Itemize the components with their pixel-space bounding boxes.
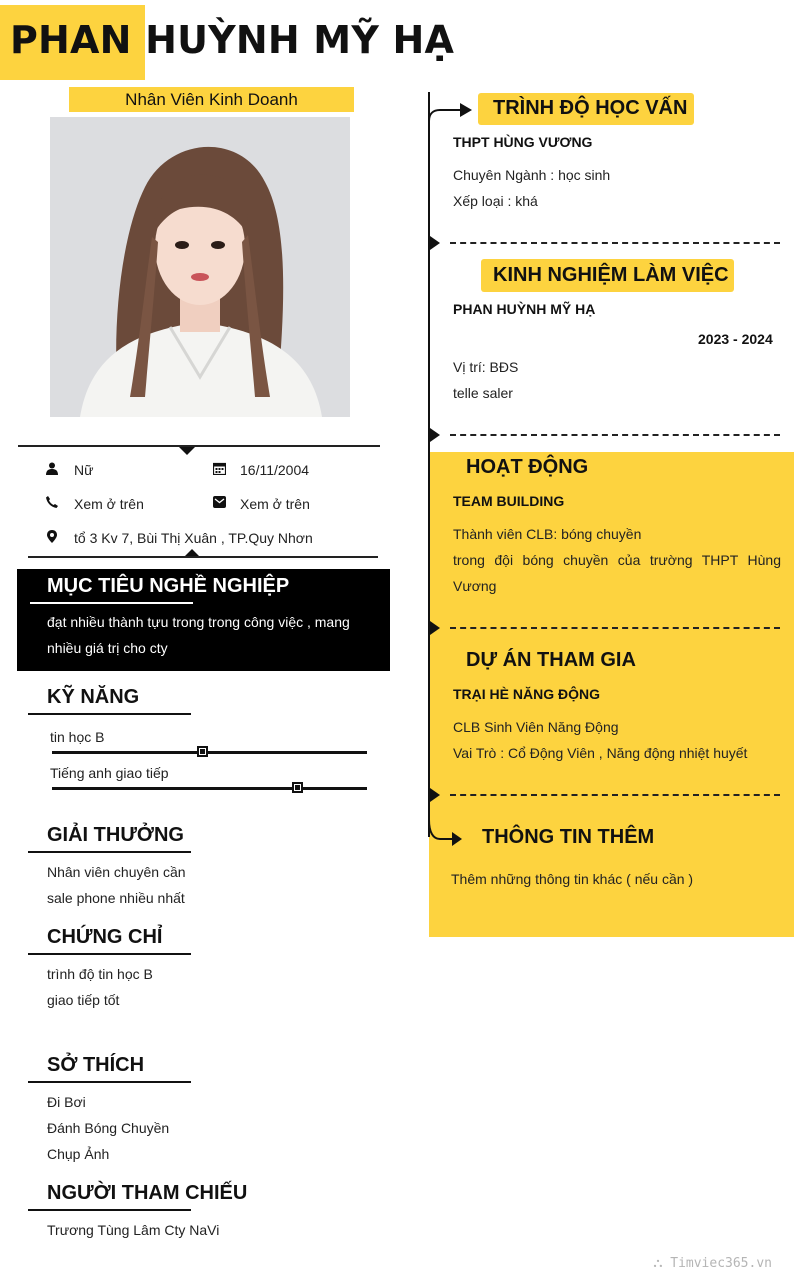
objective-title: MỤC TIÊU NGHỀ NGHIỆP [47, 575, 290, 597]
activities-title: HOẠT ĐỘNG [466, 456, 589, 478]
skill-bar-track [52, 787, 367, 790]
hobbies-title: SỞ THÍCH [47, 1054, 145, 1076]
award-item: sale phone nhiều nhất [47, 890, 185, 906]
profile-photo [50, 117, 350, 417]
calendar-icon [212, 461, 226, 475]
skill-bar-knob [197, 746, 208, 757]
education-line: Chuyên Ngành : học sinh [453, 167, 611, 183]
activities-name: TEAM BUILDING [453, 493, 565, 509]
education-school: THPT HÙNG VƯƠNG [453, 134, 593, 150]
project-line: Vai Trò : Cổ Động Viên , Năng động nhiệt huyết [453, 745, 748, 761]
projects-title: DỰ ÁN THAM GIA [466, 649, 636, 671]
activity-line: trong đội bóng chuyền của trường THPT Hùng Vương [453, 552, 781, 594]
location-pin-icon [45, 529, 59, 543]
hobby-item: Chụp Ảnh [47, 1146, 110, 1162]
references-title: NGƯỜI THAM CHIẾU [47, 1182, 248, 1204]
timeline-marker [430, 621, 440, 635]
timeline-marker [430, 788, 440, 802]
skill-label: tin học B [50, 729, 105, 745]
curved-arrow-end-icon [428, 820, 464, 850]
email-value: Xem ở trên [240, 496, 310, 512]
address-value: tổ 3 Kv 7, Bùi Thị Xuân , TP.Quy Nhơn [74, 530, 313, 546]
watermark-logo: ⛬ Timviec365.vn [653, 1256, 772, 1271]
award-item: Nhân viên chuyên cần [47, 864, 186, 880]
phone-value: Xem ở trên [74, 496, 144, 512]
education-line: Xếp loại : khá [453, 193, 538, 209]
birthday-value: 16/11/2004 [240, 462, 310, 478]
gender-value: Nữ [74, 462, 94, 478]
more-info-title: THÔNG TIN THÊM [482, 826, 655, 848]
experience-company: PHAN HUỲNH MỸ HẠ [453, 301, 596, 317]
skills-underline [28, 713, 191, 715]
certificate-item: giao tiếp tốt [47, 992, 120, 1008]
experience-details [453, 354, 518, 406]
certificates-title: CHỨNG CHỈ [47, 926, 163, 948]
timeline-marker [430, 428, 440, 442]
certificate-item: trình độ tin học B [47, 966, 153, 982]
certificates-underline [28, 953, 191, 955]
timeline-line [428, 92, 430, 837]
hobby-item: Đánh Bóng Chuyền [47, 1120, 170, 1136]
objective-section [17, 569, 390, 671]
hobby-item: Đi Bơi [47, 1094, 86, 1110]
email-icon [212, 495, 226, 509]
hobbies-underline [28, 1081, 191, 1083]
experience-line: telle saler [453, 385, 513, 401]
phone-icon [45, 495, 59, 509]
skill-bar-knob [292, 782, 303, 793]
more-info-text: Thêm những thông tin khác ( nếu cần ) [451, 871, 694, 887]
objective-text [47, 609, 377, 661]
portrait-illustration [50, 117, 350, 417]
awards-underline [28, 851, 191, 853]
activity-line: Thành viên CLB: bóng chuyền [453, 526, 642, 542]
experience-period: 2023 - 2024 [698, 331, 773, 347]
skills-title: KỸ NĂNG [47, 686, 140, 708]
contact-bottom-divider [28, 556, 378, 558]
project-line: CLB Sinh Viên Năng Động [453, 719, 619, 735]
candidate-name: PHAN HUỲNH MỸ HẠ [10, 18, 455, 62]
references-underline [28, 1209, 191, 1211]
timeline-marker [430, 236, 440, 250]
activities-details [453, 521, 781, 599]
section-dashed-divider [450, 794, 780, 796]
curved-arrow-icon [428, 100, 473, 122]
hobbies-list [47, 1089, 169, 1167]
objective-line: nhiều giá trị cho cty [47, 640, 168, 656]
references-list [47, 1217, 219, 1243]
projects-details [453, 714, 747, 766]
section-dashed-divider [450, 242, 780, 244]
divider-down-marker [179, 447, 195, 455]
section-dashed-divider [450, 627, 780, 629]
reference-item: Trương Tùng Lâm Cty NaVi [47, 1222, 220, 1238]
awards-title: GIẢI THƯỞNG [47, 824, 184, 846]
objective-underline [30, 602, 193, 604]
objective-line: đạt nhiều thành tựu trong trong công việc , mang [47, 614, 350, 630]
projects-name: TRẠI HÈ NĂNG ĐỘNG [453, 686, 600, 702]
section-dashed-divider [450, 434, 780, 436]
contact-top-divider [18, 445, 380, 447]
experience-title: KINH NGHIỆM LÀM VIỆC [493, 264, 729, 286]
experience-line: Vị trí: BĐS [453, 359, 519, 375]
skill-label: Tiếng anh giao tiếp [50, 765, 169, 781]
job-title: Nhân Viên Kinh Doanh [69, 87, 354, 112]
skill-bar-track [52, 751, 367, 754]
education-details [453, 162, 610, 214]
certificates-list [47, 961, 153, 1013]
education-title: TRÌNH ĐỘ HỌC VẤN [493, 97, 688, 119]
awards-list [47, 859, 186, 911]
user-icon [45, 461, 59, 475]
